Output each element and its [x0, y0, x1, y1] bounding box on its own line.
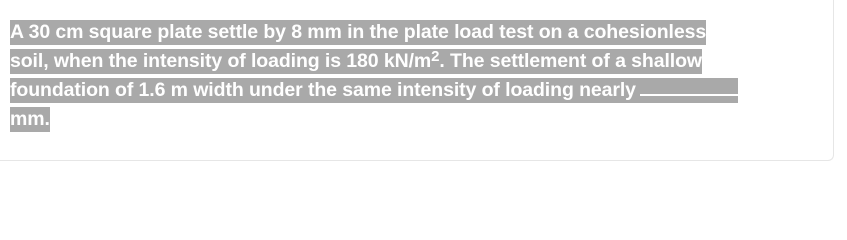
question-line-2 [10, 49, 702, 74]
question-line-2-tail: . The settlement of a shallow [439, 50, 702, 72]
exponent-superscript: 2 [431, 48, 440, 65]
question-text [10, 18, 822, 134]
question-line-1: A 30 cm square plate settle by 8 mm in the plate load test on a cohesionless [10, 21, 707, 43]
question-line-3-text: foundation of 1.6 m width under the same intensity of loading nearly [10, 79, 636, 101]
question-line-3 [10, 78, 738, 103]
question-line-4: mm. [10, 108, 50, 130]
answer-blank [640, 78, 738, 96]
question-line-2-text: soil, when the intensity of loading is 180 kN/m [10, 50, 432, 72]
